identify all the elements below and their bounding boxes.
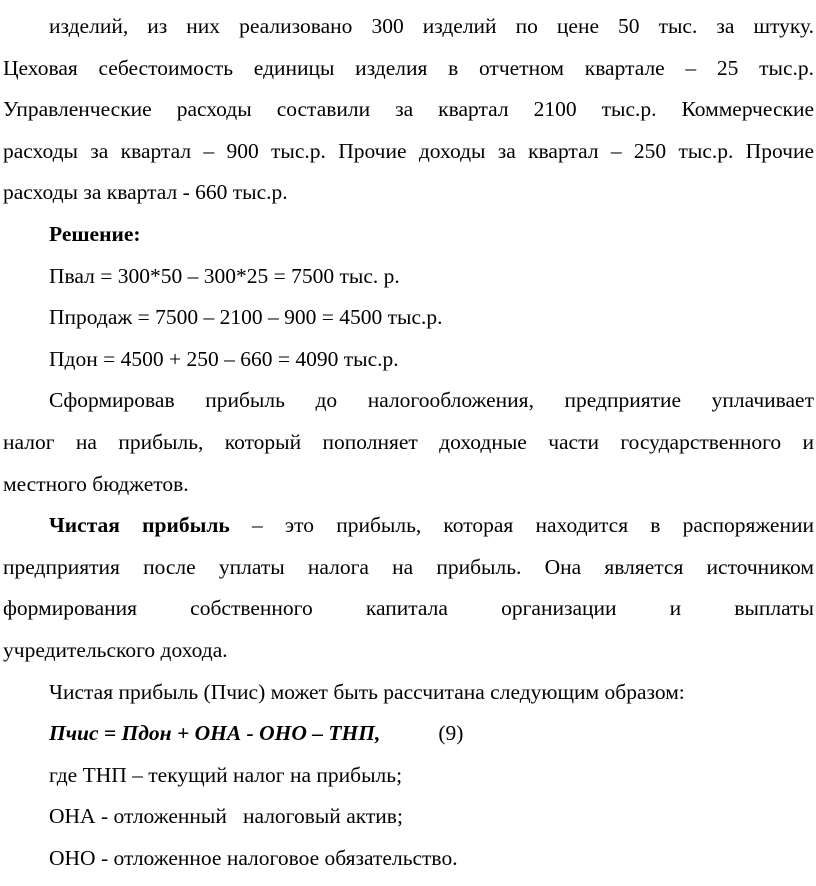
problem-line-5: расходы за квартал - 660 тыс.р. <box>3 180 288 205</box>
net-profit-term: Чистая прибыль <box>49 513 230 538</box>
net-profit-line-1 <box>3 505 814 547</box>
solution-step-pretax-profit: Пдон = 4500 + 250 – 660 = 4090 тыс.р. <box>49 346 399 371</box>
net-profit-line-4: учредительского дохода. <box>3 637 228 662</box>
tax-paragraph-line-3: местного бюджетов. <box>3 471 189 496</box>
formula-line <box>3 713 814 755</box>
problem-line-3: Управленческие расходы составили за квартал 2100 тыс.р. Коммерческие <box>3 97 814 122</box>
formula-intro: Чистая прибыль (Пчис) может быть рассчитана следующим образом: <box>49 679 685 704</box>
solution-heading: Решение: <box>49 221 141 246</box>
net-profit-line-3: формирования собственного капитала организации и выплаты <box>3 596 814 621</box>
definition-deferred-tax-asset: ОНА - отложенный налоговый актив; <box>49 804 403 829</box>
equation-number: (9) <box>438 721 464 746</box>
solution-step-gross-profit: Пвал = 300*50 – 300*25 = 7500 тыс. р. <box>49 263 400 288</box>
tax-paragraph-line-1: Сформировав прибыль до налогообложения, предприятие уплачивает <box>49 388 814 413</box>
formula-punctuation: , <box>374 721 381 746</box>
problem-line-4: расходы за квартал – 900 тыс.р. Прочие доходы за квартал – 250 тыс.р. Прочие <box>3 138 814 163</box>
problem-line-1: изделий, из них реализовано 300 изделий по цене 50 тыс. за штуку. <box>49 14 814 38</box>
definition-deferred-tax-liability: ОНО - отложенное налоговое обязательство. <box>49 845 458 870</box>
definition-current-tax: где ТНП – текущий налог на прибыль; <box>49 762 403 787</box>
net-profit-formula: Пчис = Пдон + ОНА - ОНО – ТНП <box>49 721 375 746</box>
net-profit-definition-start: – это прибыль, которая находится в распоряжении <box>251 513 814 538</box>
solution-step-sales-profit: Ппродаж = 7500 – 2100 – 900 = 4500 тыс.р. <box>49 305 443 330</box>
net-profit-line-2: предприятия после уплаты налога на прибыль. Она является источником <box>3 554 814 579</box>
tax-paragraph-line-2: налог на прибыль, который пополняет доходные части государственного и <box>3 429 814 454</box>
problem-line-2: Цеховая себестоимость единицы изделия в отчетном квартале – 25 тыс.р. <box>3 55 814 80</box>
